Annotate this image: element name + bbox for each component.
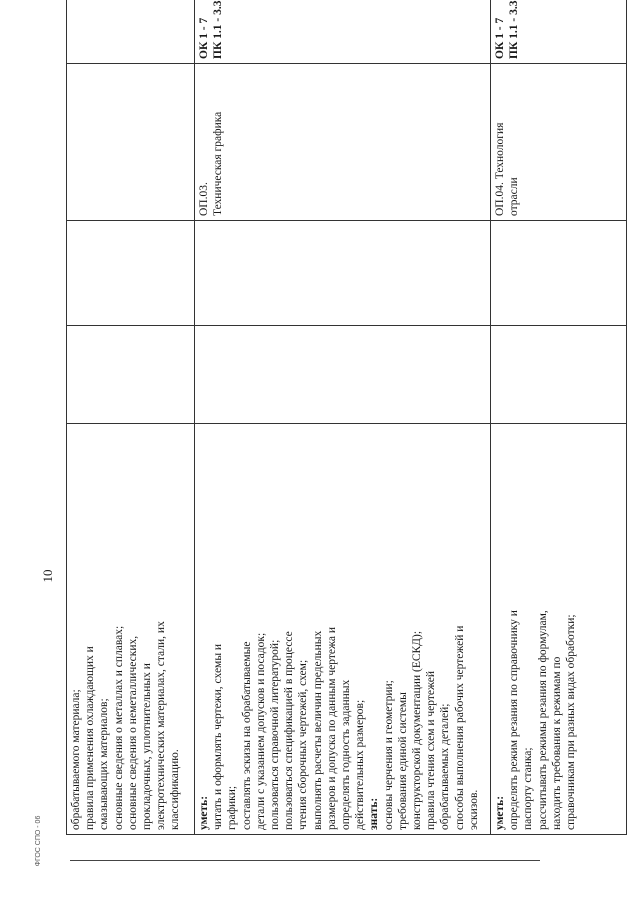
hours-mandatory-cell (195, 221, 491, 326)
cell-line: детали с указанием допусков и посадок; (254, 632, 267, 830)
hours-max-cell (67, 326, 195, 424)
cell-line: ОК 1 - 7 (494, 17, 506, 59)
cell-line: ПК 1.1 - 3.3 (508, 0, 521, 59)
cell-line: паспорту станка; (522, 747, 535, 830)
cell-line: отрасли (508, 177, 521, 216)
competency-table-wrapper (66, 0, 626, 835)
cell-line: электротехнических материалах, стали, их (155, 621, 168, 830)
discipline-cell (195, 64, 491, 221)
knowledge-skills-cell (491, 424, 627, 835)
cell-line: выполнять расчеты величин предельных (311, 630, 324, 830)
discipline-cell (491, 64, 627, 221)
competencies-cell (195, 0, 491, 64)
cell-line: ПК 1.1 - 3.3 (212, 0, 225, 59)
discipline-cell (67, 64, 195, 221)
cell-line: основные сведения о металлах и сплавах; (112, 625, 125, 830)
cell-line: уметь: (494, 795, 506, 830)
cell-line: пользоваться справочной литературой; (269, 639, 282, 830)
footer-rule (70, 860, 540, 861)
page-number: 10 (40, 569, 55, 583)
cell-line: определять режим резания по справочнику и (508, 610, 521, 830)
table-row (491, 0, 627, 835)
cell-line: классификацию. (169, 749, 182, 830)
cell-line: обрабатываемого материала; (70, 689, 82, 830)
cell-line: уметь: (198, 795, 210, 830)
cell-line: чтения сборочных чертежей, схем; (297, 659, 310, 830)
cell-line: Техническая графика (212, 111, 225, 216)
footer-code: ФГОС СПО - 06 (35, 815, 42, 867)
knowledge-skills-cell (67, 424, 195, 835)
cell-line: ОП.03. (198, 182, 210, 216)
cell-line: читать и оформлять чертежи, схемы и (212, 643, 225, 830)
cell-line: составлять эскизы на обрабатываемые (240, 641, 253, 830)
cell-line: обрабатываемых деталей; (439, 703, 452, 830)
cell-line: графики; (226, 785, 239, 830)
cell-line: основные сведения о неметаллических, (126, 635, 139, 830)
cell-line: действительных размеров; (354, 699, 367, 830)
cell-line: находить требования к режимам по (550, 656, 563, 830)
cell-line: конструкторской документации (ЕСКД); (411, 630, 424, 830)
cell-line: основы черчения и геометрии; (382, 680, 395, 830)
competencies-cell (491, 0, 627, 64)
hours-max-cell (491, 326, 627, 424)
cell-line: определять годность заданных (340, 679, 353, 830)
cell-line: требования единой системы (396, 692, 409, 830)
cell-line: размеров и допуска по данным чертежа и (325, 626, 338, 830)
cell-line: справочникам при разных видах обработки; (565, 614, 578, 830)
knowledge-skills-cell (195, 424, 491, 835)
table-row (67, 0, 195, 835)
table-row (195, 0, 491, 835)
hours-mandatory-cell (491, 221, 627, 326)
competency-table (66, 0, 627, 835)
hours-max-cell (195, 326, 491, 424)
hours-mandatory-cell (67, 221, 195, 326)
cell-line: пользоваться спецификацией в процессе (283, 631, 296, 830)
cell-line: ОП.04. Технология (494, 122, 506, 216)
competencies-cell (67, 0, 195, 64)
cell-line: правила применения охлаждающих и (84, 646, 97, 830)
cell-line: способы выполнения рабочих чертежей и (453, 625, 466, 830)
cell-line: эскизов. (467, 789, 480, 830)
cell-line: знать: (368, 797, 381, 830)
cell-line: прокладочных, уплотнительных и (141, 663, 154, 830)
cell-line: правила чтения схем и чертежей (425, 670, 438, 830)
cell-line: смазывающих материалов; (98, 698, 111, 830)
cell-line: ОК 1 - 7 (198, 17, 210, 59)
cell-line: рассчитывать режимы резания по формулам, (536, 610, 549, 830)
